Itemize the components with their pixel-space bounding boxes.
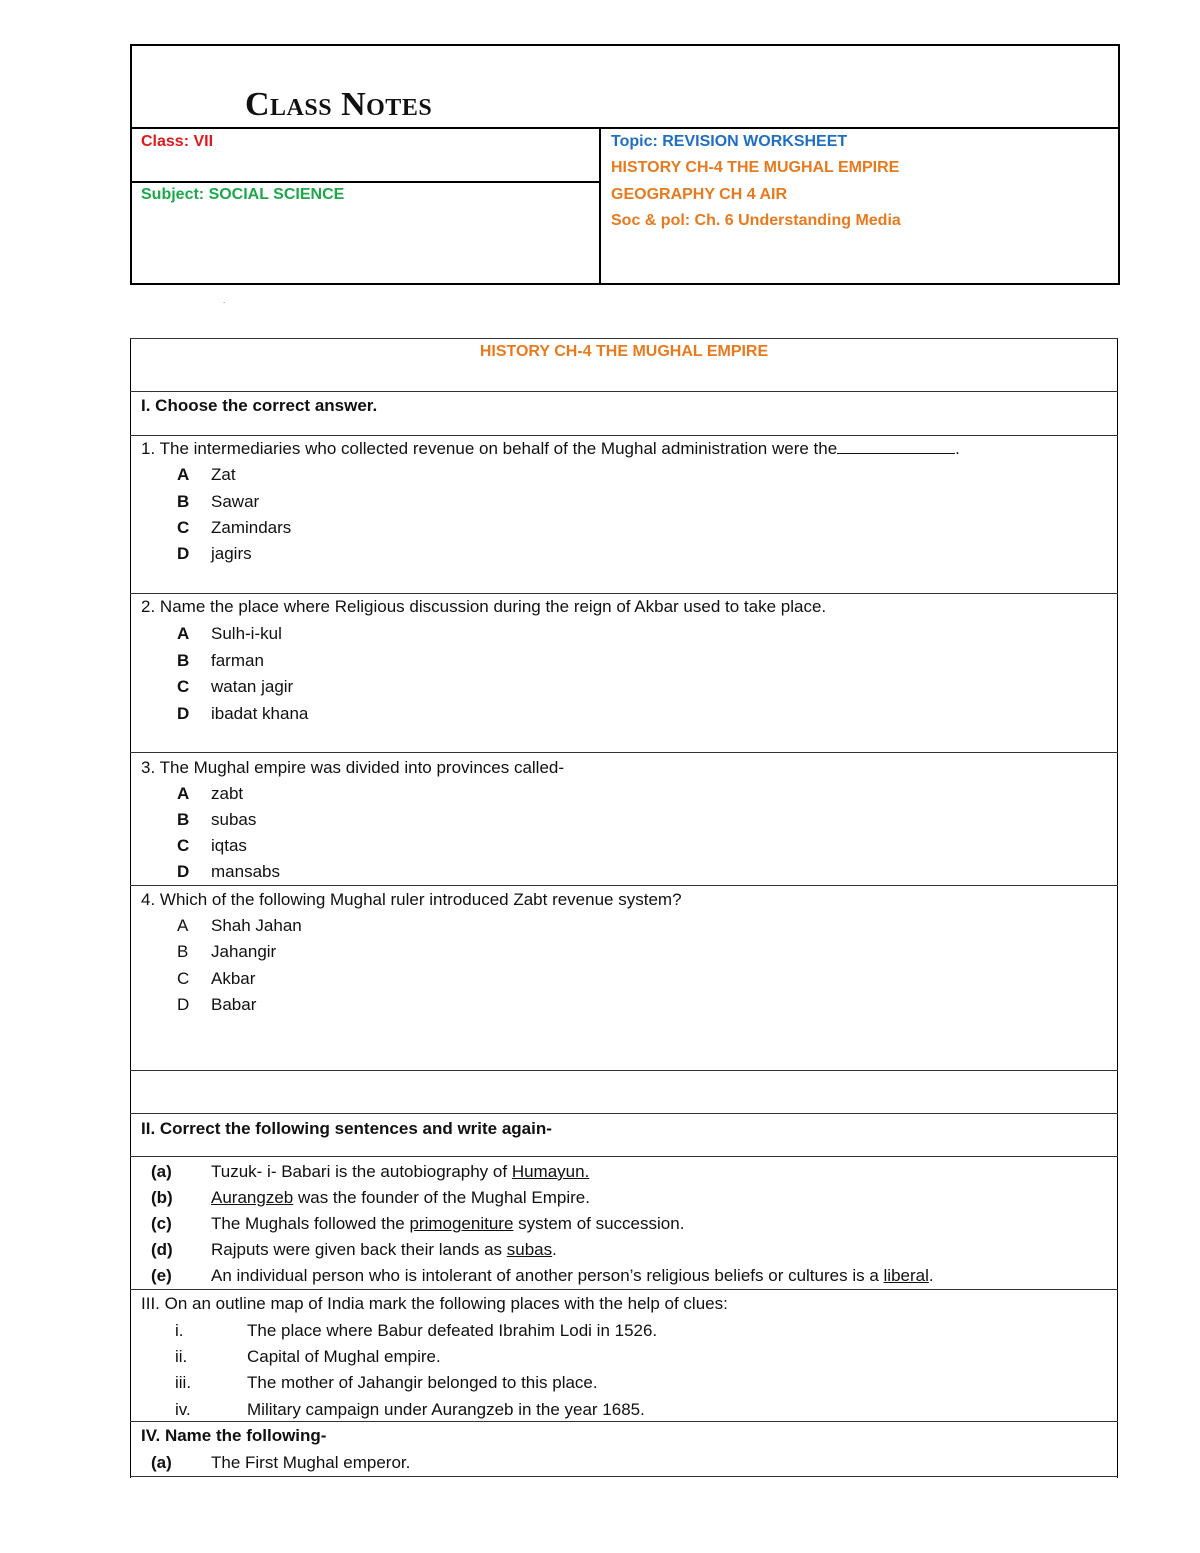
option-letter: C [177,969,190,988]
table-left-border [130,338,131,1478]
subject-label: Subject: SOCIAL SCIENCE [141,186,345,203]
option-text: subas [211,810,257,829]
correction-item [211,1188,590,1208]
question-number: 1. [141,439,156,458]
item-label: (d) [151,1240,173,1259]
question-text: Which of the following Mughal ruler introduced Zabt revenue system? [159,890,682,909]
topic-history: HISTORY CH-4 THE MUGHAL EMPIRE [611,159,900,176]
item-label: ii. [175,1347,188,1366]
map-clue: Military campaign under Aurangzeb in the year 1685. [247,1400,645,1419]
option-letter: A [177,916,189,935]
option-letter: C [177,518,190,537]
underlined-word: Humayun. [511,1162,590,1181]
question-3 [141,758,564,778]
answer-blank [837,439,955,454]
part4-heading: IV. Name the following- [141,1426,327,1445]
question-1 [141,439,960,459]
row-divider [130,885,1118,886]
item-label: (a) [151,1453,172,1472]
option-text: Sawar [211,492,260,511]
header-column-divider [599,127,601,285]
class-subject-divider [130,181,599,183]
row-divider [130,1421,1118,1422]
option-text: zabt [211,784,244,803]
item-label: (c) [151,1214,172,1233]
option-text: Zamindars [211,518,292,537]
item-label: i. [175,1321,184,1340]
option-letter: B [177,651,190,670]
option-text: farman [211,651,264,670]
row-divider [130,1476,1118,1477]
part1-heading: I. Choose the correct answer. [141,396,378,415]
row-divider [130,752,1118,753]
sentence-text: The Mughals followed the [211,1214,410,1233]
option-text: Shah Jahan [211,916,302,935]
option-letter: D [177,544,190,563]
question-4 [141,890,682,910]
option-text: Sulh-i-kul [211,624,282,643]
sentence-text: Tuzuk- i- Babari is the autobiography of [211,1162,512,1181]
question-text: Name the place where Religious discussion during the reign of Akbar used to take place. [159,597,827,616]
sentence-text: Rajputs were given back their lands as [211,1240,507,1259]
question-number: 3. [141,758,156,777]
sentence-text: was the founder of the Mughal Empire. [293,1188,590,1207]
stray-dot: . [223,296,226,305]
sentence-text: An individual person who is intolerant of another person’s religious beliefs or cultures is a [211,1266,884,1285]
option-letter: C [177,836,190,855]
option-letter: A [177,784,190,803]
topic-civics: Soc & pol: Ch. 6 Understanding Media [611,212,901,229]
map-clue: Capital of Mughal empire. [247,1347,441,1366]
option-letter: D [177,704,190,723]
item-label: (e) [151,1266,172,1285]
row-divider [130,1070,1118,1071]
option-letter: B [177,942,189,961]
underlined-word: Aurangzeb [211,1188,294,1207]
option-letter: B [177,810,190,829]
option-text: ibadat khana [211,704,309,723]
map-clue: The mother of Jahangir belonged to this place. [247,1373,598,1392]
underlined-word: primogeniture [409,1214,514,1233]
option-text: watan jagir [211,677,294,696]
row-divider [130,338,1118,339]
table-right-border [1117,338,1118,1478]
item-label: (b) [151,1188,173,1207]
option-letter: D [177,995,190,1014]
question-text: The Mughal empire was divided into provinces called- [159,758,565,777]
item-label: iii. [175,1373,192,1392]
question-number: 2. [141,597,156,616]
sentence-text: . [552,1240,557,1259]
header-divider [130,127,1120,129]
correction-item [211,1162,589,1182]
row-divider [130,1113,1118,1114]
option-letter: D [177,862,190,881]
topic-geography: GEOGRAPHY CH 4 AIR [611,186,788,203]
page-title: Class Notes [245,86,433,123]
question-end: . [955,439,960,458]
option-text: Jahangir [211,942,277,961]
section-title: HISTORY CH-4 THE MUGHAL EMPIRE [479,343,769,360]
option-text: mansabs [211,862,280,881]
option-text: jagirs [211,544,252,563]
row-divider [130,435,1118,436]
name-item: The First Mughal emperor. [211,1453,411,1472]
topic-label: Topic: REVISION WORKSHEET [611,133,848,150]
item-label: iv. [175,1400,191,1419]
correction-item [211,1266,934,1286]
question-2 [141,597,826,617]
option-letter: A [177,624,190,643]
question-number: 4. [141,890,156,909]
row-divider [130,391,1118,392]
row-divider [130,593,1118,594]
question-text: The intermediaries who collected revenue on behalf of the Mughal administration were the [159,439,838,458]
correction-item [211,1240,557,1260]
underlined-word: liberal [883,1266,929,1285]
item-label: (a) [151,1162,172,1181]
part3-heading: III. On an outline map of India mark the following places with the help of clues: [141,1294,728,1313]
option-text: Babar [211,995,257,1014]
part2-heading: II. Correct the following sentences and write again- [141,1119,552,1138]
correction-item [211,1214,684,1234]
class-label: Class: VII [141,133,214,150]
underlined-word: subas [506,1240,553,1259]
map-clue: The place where Babur defeated Ibrahim Lodi in 1526. [247,1321,658,1340]
row-divider [130,1156,1118,1157]
option-letter: B [177,492,190,511]
row-divider [130,1289,1118,1290]
sentence-text: . [928,1266,934,1285]
option-text: Zat [211,465,236,484]
sentence-text: system of succession. [513,1214,685,1233]
option-text: iqtas [211,836,247,855]
option-letter: A [177,465,190,484]
option-letter: C [177,677,190,696]
option-text: Akbar [211,969,256,988]
